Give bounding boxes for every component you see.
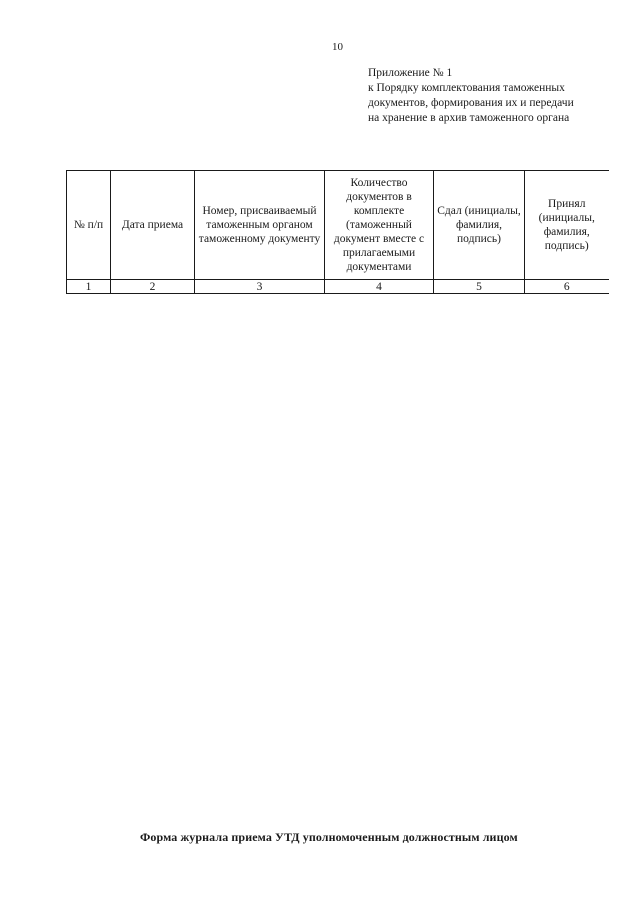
column-numbering-row bbox=[67, 280, 609, 294]
column-number: 6 bbox=[525, 280, 609, 294]
column-number: 1 bbox=[67, 280, 111, 294]
column-header-handed-over: Сдал (инициалы, фамилия, подпись) bbox=[434, 171, 525, 280]
column-number: 4 bbox=[325, 280, 434, 294]
column-header-date: Дата приема bbox=[111, 171, 195, 280]
form-caption: Форма журнала приема УТД уполномоченным должностным лицом bbox=[140, 830, 518, 844]
appendix-line: документов, формирования их и передачи bbox=[368, 97, 574, 109]
column-header-received: Принял (инициалы, фамилия, подпись) bbox=[525, 171, 609, 280]
column-header-document-count: Количество документов в комплекте (таможенный документ вместе с прилагаемыми документами bbox=[325, 171, 434, 280]
column-header-document-number: Номер, присваиваемый таможенным органом таможенному документу bbox=[195, 171, 325, 280]
column-number: 5 bbox=[434, 280, 525, 294]
appendix-title: Приложение № 1 bbox=[368, 67, 453, 79]
table-header-row bbox=[67, 171, 609, 280]
page-number: 10 bbox=[332, 41, 343, 53]
column-header-number: № п/п bbox=[67, 171, 111, 280]
appendix-line: на хранение в архив таможенного органа bbox=[368, 112, 570, 124]
column-number: 2 bbox=[111, 280, 195, 294]
column-number: 3 bbox=[195, 280, 325, 294]
appendix-reference bbox=[368, 66, 618, 126]
journal-table bbox=[66, 170, 609, 294]
appendix-line: к Порядку комплектования таможенных bbox=[368, 82, 565, 94]
